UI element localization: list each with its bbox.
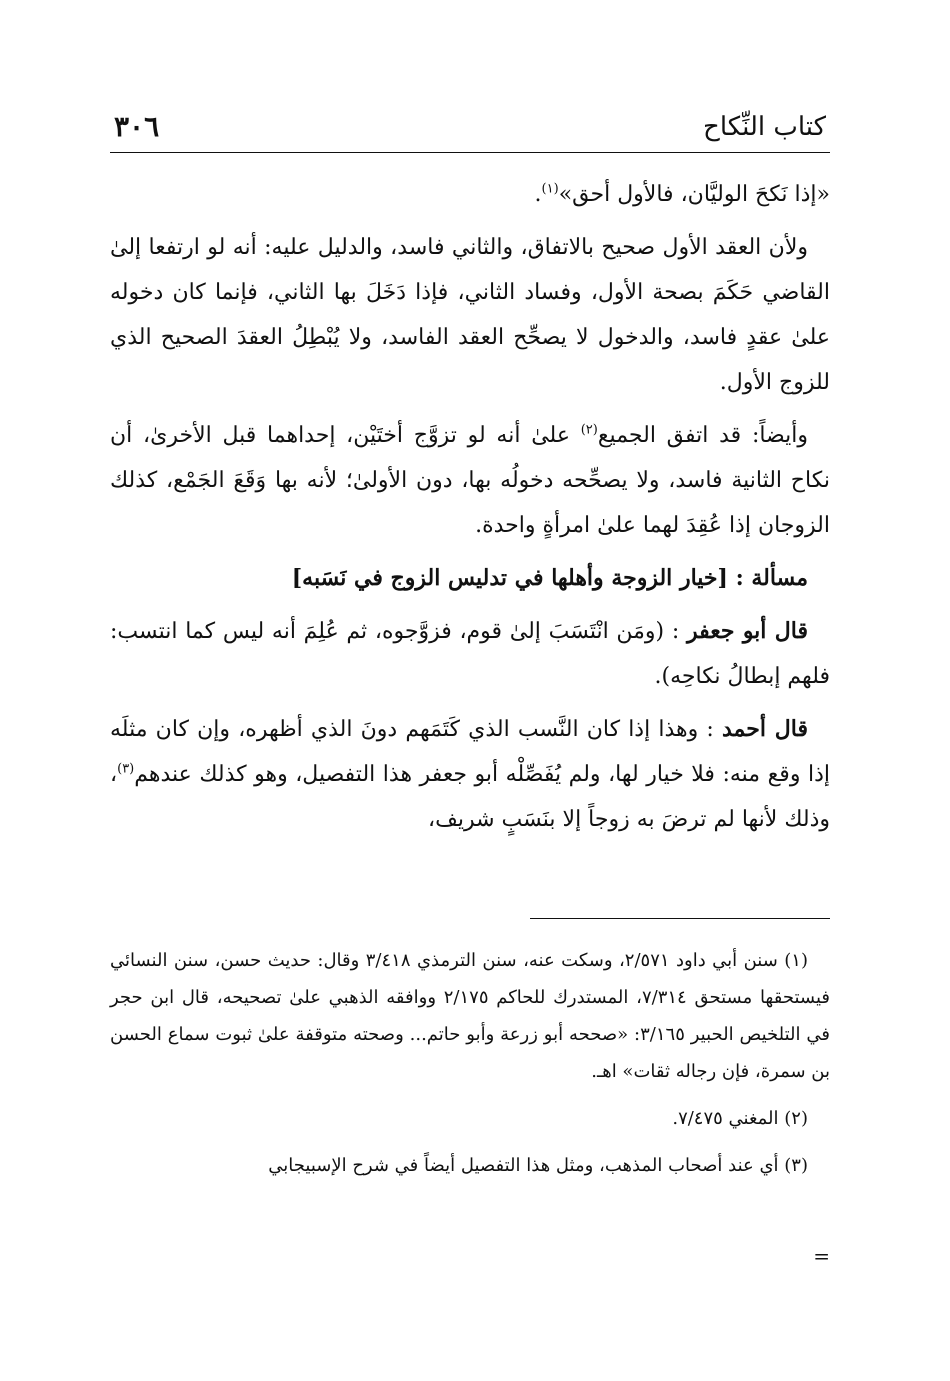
running-header <box>110 108 830 153</box>
ahmad-text-a: : وهذا إذا كان النَّسب الذي كَتَمَهم دونَ الذي أظهره، وإن كان مثلَه إذا وقع منه: فلا خيار لها، ولم يُفَصِّلْه أبو جعفر هذا التفصيل، وهو كذلك عندهم <box>110 717 830 787</box>
paragraph-hadith <box>110 172 830 217</box>
chapter-title: كتاب النِّكاح <box>703 112 826 142</box>
paragraph-consensus <box>110 413 830 548</box>
footnote-3: (٣) أي عند أصحاب المذهب، ومثل هذا التفصيل أيضاً في شرح الإسبيجابي <box>268 1155 808 1176</box>
page-number: ٣٠٦ <box>114 110 160 143</box>
ahmad-label: قال أحمد <box>722 716 809 742</box>
abu-jafar-text: : (ومَن انْتَسَبَ إلىٰ قوم، فزوَّجوه، ثم عُلِمَ أنه ليس كما انتسب: فلهم إبطالُ نكاحِه). <box>110 619 830 689</box>
hadith-quote: «إذا نَكحَ الوليَّان، فالأول أحق» <box>558 182 830 207</box>
footnote-1: (١) سنن أبي داود ٢/٥٧١، وسكت عنه، سنن الترمذي ٣/٤١٨ وقال: حديث حسن، سنن النسائي فيستحقها مستحق ٧/٣١٤، المستدرك للحاكم ٢/١٧٥ ووافقه الذهبي علىٰ تصحيحه، قال ابن حجر في التلخيص الحبير ٣/١٦٥: «صححه أبو زرعة وأبو حاتم... وصحته متوقفة علىٰ ثبوت سماع الحسن بن سمرة، فإن رجاله ثقات» اهـ. <box>110 950 830 1082</box>
masala-label: مسألة : <box>727 565 808 591</box>
footnote-ref-3: (٣) <box>117 761 135 777</box>
footnote-separator <box>530 918 830 919</box>
footnote-ref-2: (٢) <box>580 422 598 438</box>
footnotes <box>110 942 830 1268</box>
masala-heading <box>110 556 830 601</box>
main-text <box>110 172 830 850</box>
book-page <box>110 0 830 1381</box>
abu-jafar-label: قال أبو جعفر <box>686 618 808 644</box>
masala-title: [خيار الزوجة وأهلها في تدليس الزوج في نَسَبه] <box>291 565 728 591</box>
ahmad-text-b: ، وذلك لأنها لم ترضَ به زوجاً إلا بنَسَبٍ شريف، <box>110 762 830 832</box>
hadith-end: . <box>534 182 542 207</box>
footnote-continuation-mark: = <box>813 1244 830 1268</box>
footnote-2: (٢) المغني ٧/٤٧٥. <box>672 1108 808 1129</box>
paragraph-abu-jafar <box>110 609 830 699</box>
consensus-text-b: علىٰ أنه لو تزوَّج أختَيْن، إحداهما قبل الأخرىٰ، أن نكاح الثانية فاسد، ولا يصحِّحه دخولُه بها، دون الأولىٰ؛ لأنه بها وَقَعَ الجَمْع، كذلك الزوجان إذا عُقِدَ لهما علىٰ امرأةٍ واحدة. <box>110 423 830 538</box>
consensus-text-a: وأيضاً: قد اتفق الجميع <box>597 423 808 448</box>
paragraph-first-contract: ولأن العقد الأول صحيح بالاتفاق، والثاني فاسد، والدليل عليه: أنه لو ارتفعا إلىٰ القاضي حَكَمَ بصحة الأول، وفساد الثاني، فإذا دَخَلَ بها الثاني، فإنما كان دخوله علىٰ عقدٍ فاسد، والدخول لا يصحِّح العقد الفاسد، ولا يُبْطِلُ العقدَ الصحيح الذي للزوج الأول. <box>110 235 830 395</box>
footnote-ref-1: (١) <box>541 181 559 197</box>
paragraph-ahmad <box>110 707 830 842</box>
